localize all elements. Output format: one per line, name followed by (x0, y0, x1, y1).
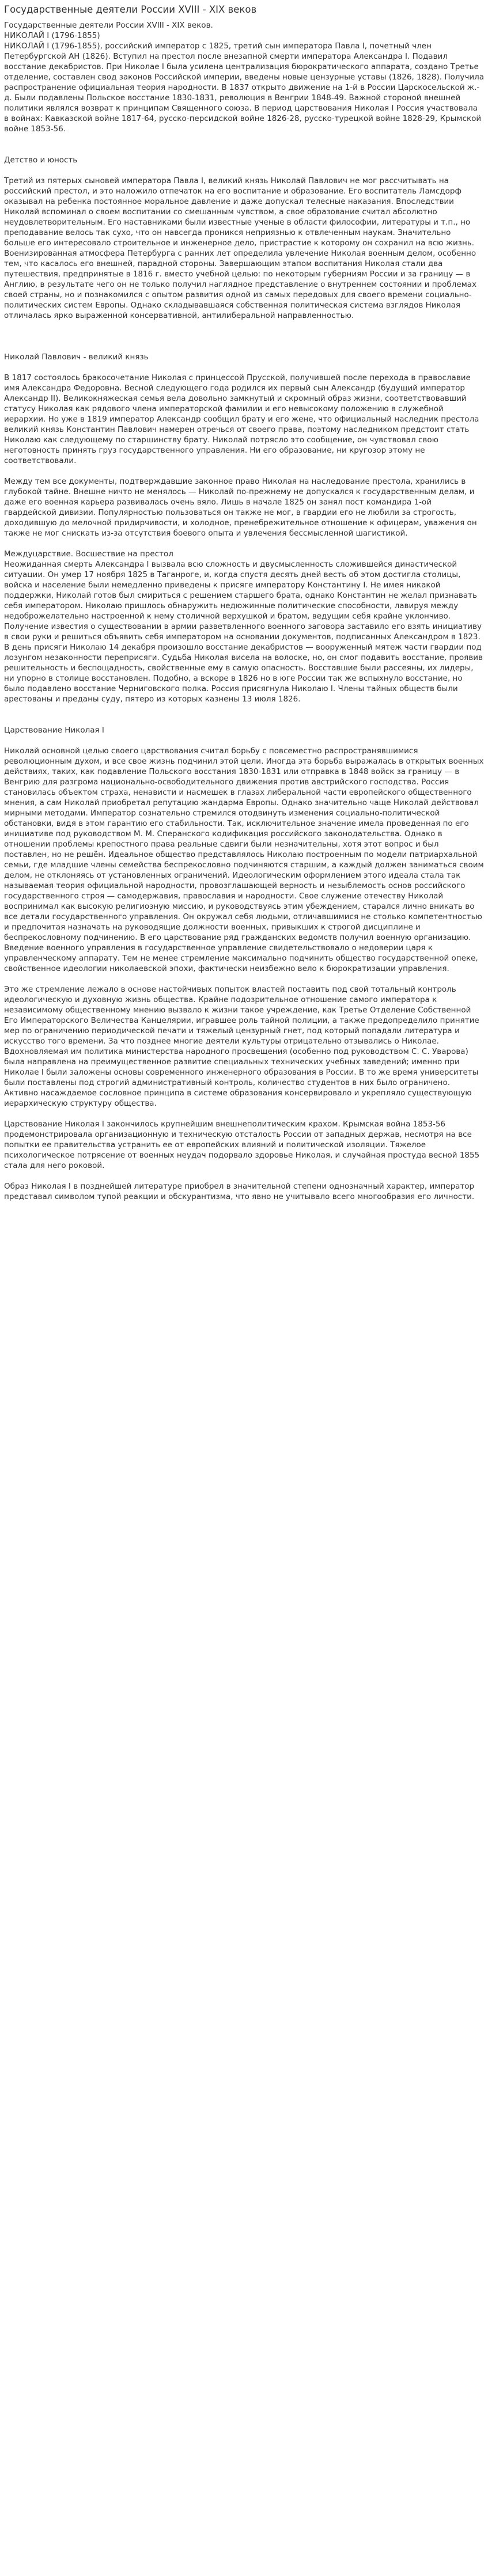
page-title: Государственные деятели России XVIII - XIX веков (4, 4, 257, 15)
spacer (4, 362, 484, 373)
section-childhood (4, 155, 484, 321)
spacer (4, 134, 484, 155)
spacer (4, 1171, 484, 1181)
section-paragraph: Образ Николая I в позднейшей литературе приобрел в значительной степени однозначный характер, император представал символом тупой реакции и обскурантизма, что явно не учитывало всего многообразия его личности. (4, 1182, 475, 1201)
section-heading: Междуцарствие. Восшествие на престол (4, 549, 173, 559)
spacer (4, 321, 484, 352)
section-paragraph: Третий из пятерых сыновей императора Павла I, великий князь Николай Павлович не мог рассчитывать на российский престол, и это наложило отпечаток на его воспитание и образование. Его воспитатель Ламсдорф оказывал на ребенка постоянное моральное давление и даже допускал телесные наказания. Впоследствии Николай вспоминал о своем воспитании со смешанным чувством, а свое образование считал абсолютно неудовлетворительным. Его наставниками были известные ученые в области философии, литературы и т.п., но преподавание велось так сухо, что он навсегда проникся неприязнью к отвлеченным наукам. Значительно больше его интересовало строительное и инженерное дело, пристрастие к которому он сохранил на всю жизнь. Военизированная атмосфера Петербурга с ранних лет определила увлечение Николая военным делом, особенно тем, что касалось его внешней, парадной стороны. Завершающим этапом воспитания Николая стали два путешествия, предпринятые в 1816 г. вместо учебной целью: по некоторым губерниям России и за границу — в Англию, в результате чего он не только получил наглядное представление о внутреннем состоянии и проблемах своей страны, но и познакомился с опытом развития одной из самых передовых для своего времени социально-политических систем Европы. Однако складывавшаяся собственная политическая система взглядов Николая отличалась ярко выраженной консервативной, антилиберальной направленностью. (4, 176, 477, 320)
section-paragraph: Царствование Николая I закончилось крупнейшим внешнеполитическим крахом. Крымская война 1853-56 продемонстрировала организационную и техническую отсталость России от западных держав, несмотря на все попытки ее правительства устранить ее от европейских влияний и политической изоляции. Тяжелое психологическое потрясение от военных неудач подорвало здоровье Николая, и случайная простуда весной 1855 стала для него роковой. (4, 1120, 480, 1170)
section-documents (4, 476, 484, 538)
section-paragraph: В 1817 состоялось бракосочетание Николая с принцессой Прусской, получившей после перехода в православие имя Александра Федоровна. Весной следующего года родился их первый сын Александр (будущий император Александр II). Великокняжеская семья вела довольно замкнутый и скромный образ жизни, соответствовавший статусу Николая как рядового члена императорской фамилии и его невысокому положению в служебной иерархии. Но уже в 1819 император Александр сообщил брату и его жене, что официальный наследник престола великий князь Константин Павлович намерен отречься от своего права, поэтому наследником предстоит стать Николаю как следующему по старшинству брату. Николай потрясло это сообщение, он чувствовал свою неготовность принять груз государственного управления. Ни его образование, ни кругозор этому не соответствовали. (4, 373, 479, 465)
section-paragraph: Между тем все документы, подтверждавшие законное право Николая на наследование престола, хранились в глубокой тайне. Внешне ничто не менялось — Николай по-прежнему не допускался к государственным делам, и даже его военная карьера развивалась очень вяло. Лишь в начале 1825 он занял пост командира 1-ой гвардейской дивизии. Популярностью пользоваться он также не мог, в гвардии его не любили за строгость, доходившую до мелочной придирчивости, и холодное, пренебрежительное отношение к офицерам, уважения он также не мог снискать из-за отсутствия боевого опыта и увлечения бессмысленной шагистикой. (4, 477, 477, 538)
spacer (4, 974, 484, 984)
section-paragraph: Неожиданная смерть Александра I вызвала всю сложность и двусмысленность сложившейся династической ситуации. Он умер 17 ноября 1825 в Таганроге, и, когда спустя десять дней весть об этом достигла столицы, войска и население были немедленно приведены к присяге императору Константину I. Не имея никакой поддержки, Николай готов был смириться с решением старшего брата, однако Константин не желал признавать себя императором. Николаю пришлось обнаружить недюжинные политические способности, лавируя между недоброжелательно настроенной к нему столичной верхушкой и братом, ведущим себя крайне уклончиво. Получение известия о существовании в армии разветвленного военного заговора заставило его взять инициативу в свои руки и решиться объявить себя императором на основании документов, подписанных Александром в 1823. В день присяги Николаю 14 декабря произошло восстание декабристов — вооруженный мятеж части гвардии под лозунгом незаконности переприсяги. Судьба Николая висела на волоске, но, он смог подавить восстание, проявив решительность и беспощадность, свойственные ему в самую опасность. Восставшие были рассеяны, их лидеры, ни упорно в столице восстановлен. Подобно, а вскоре в 1826 но в юге России так же вспыхнуло восстание, но было подавлено восстание Черниговского полка. Россия присягнула Николаю I. Члены тайных обществ были арестованы и преданы суду, пятеро из которых казнены 13 июля 1826. (4, 560, 483, 704)
section-interregnum (4, 549, 484, 704)
spacer (4, 466, 484, 476)
page-subtitle: Государственные деятели России XVIII - XIX веков. (4, 21, 213, 30)
bio-heading: НИКОЛАЙ I (1796-1855) (4, 31, 100, 40)
intro-paragraph: НИКОЛАЙ I (1796-1855), российский император с 1825, третий сын императора Павла I, почетный член Петербургской АН (1826). Вступил на престол после внезапной смерти императора Александра I. Подавил восстание декабристов. При Николае I была усилена централизация бюрократического аппарата, создано Третье отделение, составлен свод законов Российской империи, введены новые цензурные уставы (1826, 1828). Получила распространение официальная теория народности. В 1837 открыто движение на 1-й в России Царскосельской ж.-д. Были подавлены Польское восстание 1830-1831, революция в Венгрии 1848-49. Важной стороной внешней политики являлся возврат к принципам Священного союза. В период царствования Николая I Россия участвовала в войнах: Кавказской войне 1817-64, русско-персидской войне 1826-28, русско-турецкой войне 1828-29, Крымской войне 1853-56. (4, 41, 484, 134)
document-page (0, 0, 488, 1202)
spacer (4, 538, 484, 549)
section-crimean-war (4, 1119, 484, 1171)
section-paragraph: Это же стремление лежало в основе настойчивых попыток властей поставить под свой тотальный контроль идеологическую и духовную жизнь общества. Крайне подозрительное отношение самого императора к независимому общественному мнению вызвало к жизни такое учреждение, как Третье Отделение Собственной Его Императорского Величества Канцелярии, игравшее роль тайной полиции, а также предопределило принятие мер по ограничению периодической печати и тяжелый цензурный гнет, под который попадали литература и искусство того времени. За что позднее многие деятели культуры отрицательно отзывались о Николае. Вдохновляемая им политика министерства народного просвещения (особенно под руководством С. С. Уварова) была направлена на преимущественное развитие специальных технических учебных заведений; именно при Николае I были заложены основы современного инженерного образования в России. В то же время университеты были поставлены под строгий административный контроль, количество студентов в них было ограничено. Активно насаждаемое сословное принципа в системе образования консервировало и укрепляло существующую иерархическую структуру общества. (4, 985, 479, 1108)
section-heading: Николай Павлович - великий князь (4, 352, 149, 362)
spacer (4, 165, 484, 176)
section-heading: Детство и юность (4, 155, 78, 165)
section-heading: Царствование Николая I (4, 726, 104, 735)
spacer (4, 735, 484, 746)
section-grand-duke (4, 352, 484, 466)
spacer (4, 1109, 484, 1119)
section-legacy (4, 1181, 484, 1202)
spacer (4, 704, 484, 725)
section-ideology (4, 984, 484, 1109)
section-paragraph: Николай основной целью своего царствования считал борьбу с повсеместно распространявшимися революционным духом, и все свое жизнь подчинил этой цели. Иногда эта борьба выражалась в открытых военных действиях, таких, как подавление Польского восстания 1830-1831 или отправка в 1848 войск за границу — в Венгрию для разгрома национально-освободительного движения против австрийского господства. Россия становилась объектом страха, ненависти и насмешек в глазах либеральной части европейского общественного мнения, а сам Николай приобретал репутацию жандарма Европы. Однако значительно чаще Николай действовал мирными методами. Император сознательно стремился отодвинуть изменения социально-политической обстановки, видя в этом гарантию его стабильности. Так, исключительное значение имела проведенная по его инициативе под руководством М. М. Сперанского кодификация российского законодательства. Однако в отношении проблемы крепостного права реальные сдвиги были незначительны, хотя этот вопрос и был поставлен, но не решён. Идеальное общество представлялось Николаю построенным по модели патриархальной семьи, где младшие члены семейства беспрекословно подчиняются старшим, а каждый должен заниматься своим делом, не отклоняясь от установленных ограничений. Идеологическим оформлением этого идеала стала так называемая теория официальной народности, провозглашающей верность и незыблемость основ российского государственного строя — самодержавия, православия и народности. Свое служение отечеству Николай воспринимал как высокую религиозную миссию, и руководствуясь этим убеждением, старался лично вникать во все детали государственного управления. Он окружал себя людьми, отличавшимися не столько компетентностью и предпочитая назначать на руководящие должности военных, привыкших к строгой дисциплине и беспрекословному подчинению. В его царствование ряд гражданских ведомств получил военную организацию. Введение военного управления в государственное управление свидетельствовало о недоверии царя к управленческому аппарату. Тем не менее стремление максимально подчинить общество государственной опеке, свойственное идеологии николаевской эпохи, фактически неизбежно вело к бюрократизации управления. (4, 746, 484, 973)
section-reign (4, 725, 484, 974)
